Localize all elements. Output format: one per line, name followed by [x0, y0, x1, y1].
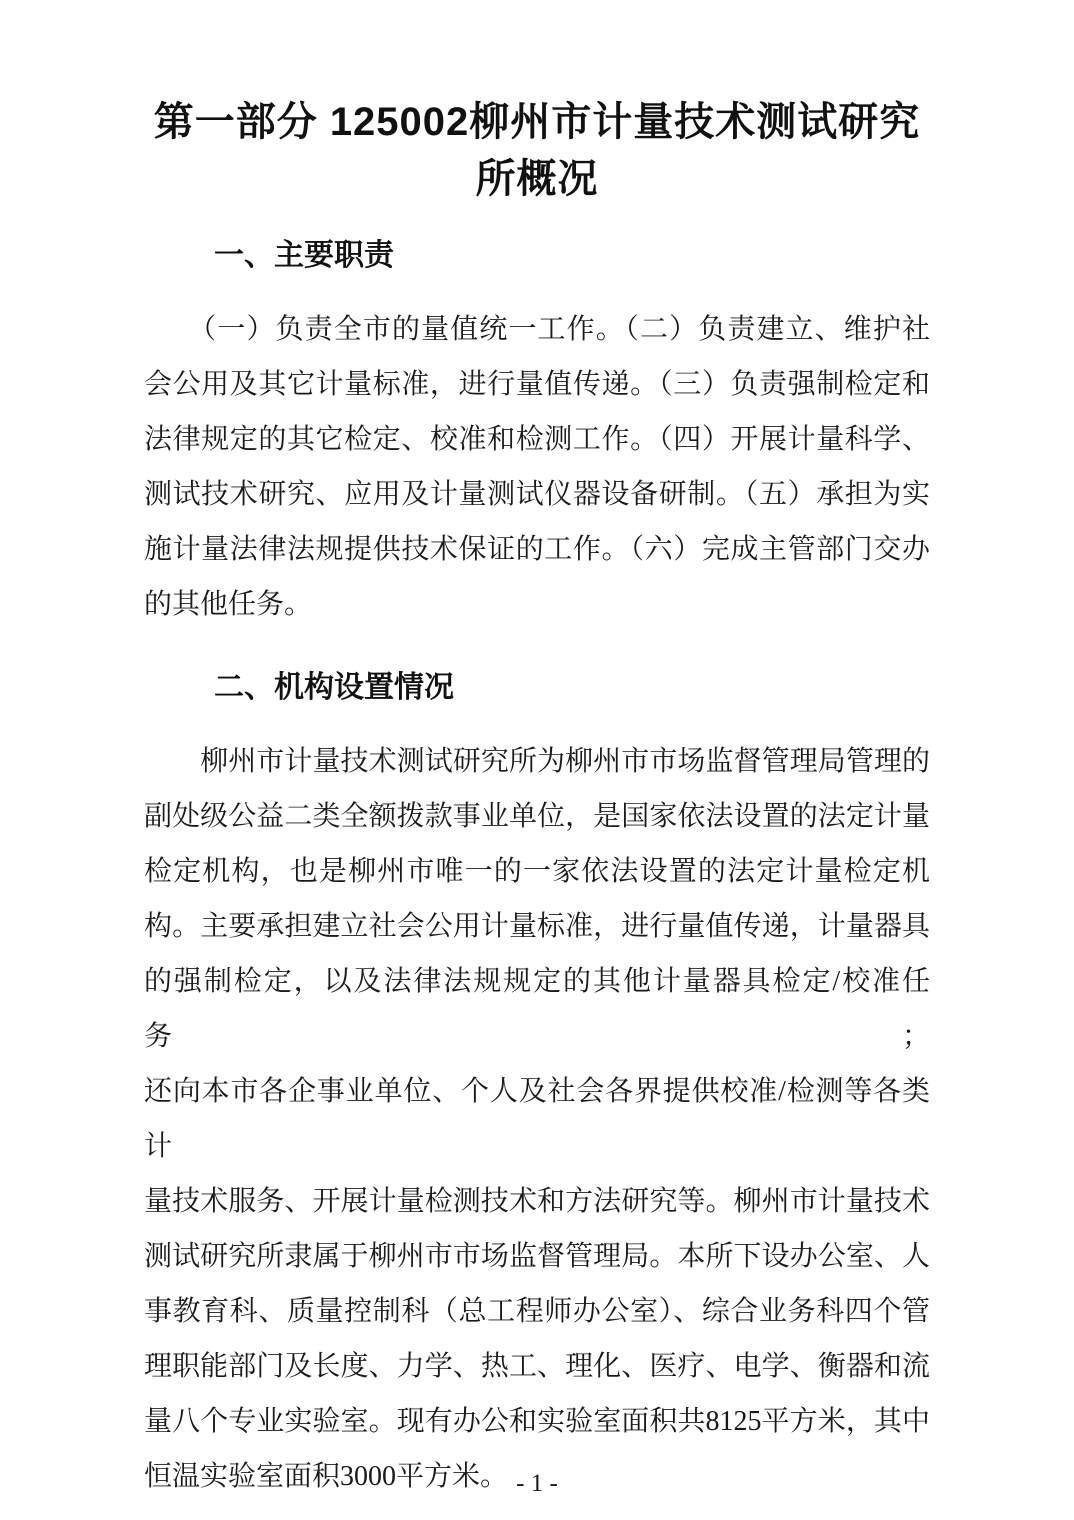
page-title-line: 第一部分 125002柳州市计量技术测试研究: [153, 100, 921, 144]
paragraph-line: 理职能部门及长度、力学、热工、理化、医疗、电学、衡器和流: [144, 1351, 930, 1382]
paragraph-line: 法律规定的其它检定、校准和检测工作。（四）开展计量科学、: [144, 424, 930, 455]
paragraph-line: 柳州市计量技术测试研究所为柳州市市场监督管理局管理的: [144, 746, 930, 777]
paragraph-organization: [144, 734, 930, 1504]
paragraph-line: 测试技术研究、应用及计量测试仪器设备研制。（五）承担为实: [144, 479, 930, 510]
paragraph-line: 检定机构，也是柳州市唯一的一家依法设置的法定计量检定机: [144, 856, 930, 887]
paragraph-line: 施计量法律法规提供技术保证的工作。（六）完成主管部门交办: [144, 534, 930, 565]
paragraph-line: 会公用及其它计量标准，进行量值传递。（三）负责强制检定和: [144, 369, 930, 400]
paragraph-line: 事教育科、质量控制科（总工程师办公室）、综合业务科四个管: [144, 1296, 930, 1327]
section-heading-main-duties: 一、主要职责: [214, 239, 394, 272]
paragraph-line: 的其他任务。: [144, 589, 313, 620]
page-number: - 1 -: [516, 1470, 558, 1497]
paragraph-line: 测试研究所隶属于柳州市市场监督管理局。本所下设办公室、人: [144, 1241, 930, 1272]
section-heading-organization: 二、机构设置情况: [214, 671, 454, 704]
paragraph-line: 还向本市各企事业单位、个人及社会各界提供校准/检测等各类计: [144, 1076, 930, 1162]
page-title-line: 所概况: [475, 157, 599, 201]
paragraph-line: 副处级公益二类全额拨款事业单位，是国家依法设置的法定计量: [144, 801, 930, 832]
page-title: [144, 94, 930, 208]
paragraph-line: 恒温实验室面积3000平方米。: [144, 1461, 509, 1492]
paragraph-line: 量八个专业实验室。现有办公和实验室面积共8125平方米，其中: [144, 1406, 930, 1437]
paragraph-line: 构。主要承担建立社会公用计量标准，进行量值传递，计量器具: [144, 911, 930, 942]
document-content: [144, 94, 930, 1504]
paragraph-main-duties: [144, 302, 930, 632]
paragraph-line: （一）负责全市的量值统一工作。（二）负责建立、维护社: [144, 314, 930, 345]
paragraph-line: 的强制检定，以及法律法规规定的其他计量器具检定/校准任务；: [144, 966, 930, 1052]
paragraph-line: 量技术服务、开展计量检测技术和方法研究等。柳州市计量技术: [144, 1186, 930, 1217]
